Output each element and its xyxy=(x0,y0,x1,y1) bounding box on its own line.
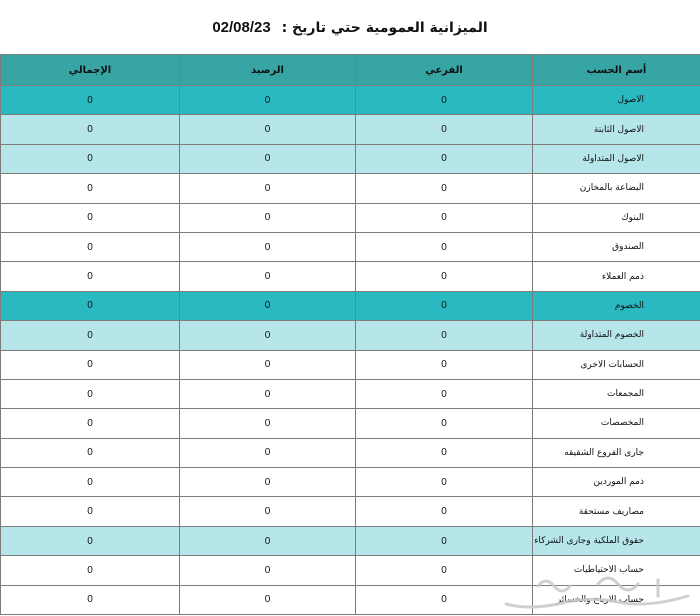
account-name-cell: الاصول الثابتة xyxy=(533,115,700,144)
balance-value-cell: 0 xyxy=(180,291,356,320)
balance-value-cell: 0 xyxy=(180,497,356,526)
column-header-account-name: أسم الحسب xyxy=(533,55,700,86)
total-value-cell: 0 xyxy=(1,556,180,585)
account-name-cell: مصاريف مستحقة xyxy=(533,497,700,526)
total-value-cell: 0 xyxy=(1,468,180,497)
total-value-cell: 0 xyxy=(1,321,180,350)
table-header-row xyxy=(1,55,700,86)
table-row xyxy=(1,86,700,115)
account-name-cell: المخصصات xyxy=(533,409,700,438)
table-row xyxy=(1,144,700,173)
balance-value-cell: 0 xyxy=(180,350,356,379)
balance-value-cell: 0 xyxy=(180,232,356,261)
sub-value-cell: 0 xyxy=(356,291,533,320)
sub-value-cell: 0 xyxy=(356,262,533,291)
total-value-cell: 0 xyxy=(1,203,180,232)
account-name-cell: حقوق الملكية وجارى الشركاء xyxy=(533,526,700,555)
balance-value-cell: 0 xyxy=(180,174,356,203)
report-title-bar xyxy=(0,0,700,55)
balance-value-cell: 0 xyxy=(180,321,356,350)
account-name-cell: الخصوم xyxy=(533,291,700,320)
account-name-cell: الاصول xyxy=(533,86,700,115)
sub-value-cell: 0 xyxy=(356,232,533,261)
table-row xyxy=(1,409,700,438)
sub-value-cell: 0 xyxy=(356,144,533,173)
table-row xyxy=(1,556,700,585)
table-row xyxy=(1,174,700,203)
report-title-text: الميزانية العمومية حتي تاريخ : xyxy=(281,19,488,36)
column-header-balance: الرصيد xyxy=(180,55,356,86)
total-value-cell: 0 xyxy=(1,86,180,115)
account-name-cell: حساب الارباح والخسائر xyxy=(533,585,700,614)
sub-value-cell: 0 xyxy=(356,115,533,144)
table-row xyxy=(1,497,700,526)
balance-value-cell: 0 xyxy=(180,144,356,173)
total-value-cell: 0 xyxy=(1,585,180,614)
sub-value-cell: 0 xyxy=(356,409,533,438)
sub-value-cell: 0 xyxy=(356,379,533,408)
account-name-cell: الحسابات الاخرى xyxy=(533,350,700,379)
table-row xyxy=(1,321,700,350)
table-row xyxy=(1,350,700,379)
balance-value-cell: 0 xyxy=(180,585,356,614)
balance-value-cell: 0 xyxy=(180,262,356,291)
total-value-cell: 0 xyxy=(1,379,180,408)
account-name-cell: الخصوم المتداولة xyxy=(533,321,700,350)
column-header-sub: الفرعي xyxy=(356,55,533,86)
balance-value-cell: 0 xyxy=(180,438,356,467)
account-name-cell: جارى الفروع الشقيقه xyxy=(533,438,700,467)
table-row xyxy=(1,438,700,467)
total-value-cell: 0 xyxy=(1,144,180,173)
balance-value-cell: 0 xyxy=(180,115,356,144)
account-name-cell: حساب الاحتياطيات xyxy=(533,556,700,585)
account-name-cell: المجمعات xyxy=(533,379,700,408)
sub-value-cell: 0 xyxy=(356,526,533,555)
total-value-cell: 0 xyxy=(1,291,180,320)
table-row xyxy=(1,585,700,614)
sub-value-cell: 0 xyxy=(356,321,533,350)
column-header-total: الإجمالي xyxy=(1,55,180,86)
balance-sheet-table xyxy=(0,54,700,615)
account-name-cell: البنوك xyxy=(533,203,700,232)
table-row xyxy=(1,262,700,291)
balance-value-cell: 0 xyxy=(180,409,356,438)
balance-value-cell: 0 xyxy=(180,203,356,232)
total-value-cell: 0 xyxy=(1,526,180,555)
sub-value-cell: 0 xyxy=(356,203,533,232)
balance-value-cell: 0 xyxy=(180,468,356,497)
balance-value-cell: 0 xyxy=(180,556,356,585)
report-date: 02/08/23 xyxy=(212,18,271,36)
sub-value-cell: 0 xyxy=(356,86,533,115)
table-row xyxy=(1,115,700,144)
balance-value-cell: 0 xyxy=(180,379,356,408)
total-value-cell: 0 xyxy=(1,350,180,379)
account-name-cell: ذمم العملاء xyxy=(533,262,700,291)
report-title xyxy=(212,19,487,36)
total-value-cell: 0 xyxy=(1,115,180,144)
total-value-cell: 0 xyxy=(1,438,180,467)
sub-value-cell: 0 xyxy=(356,585,533,614)
table-body xyxy=(1,86,700,615)
account-name-cell: الصندوق xyxy=(533,232,700,261)
table-row xyxy=(1,468,700,497)
sub-value-cell: 0 xyxy=(356,174,533,203)
total-value-cell: 0 xyxy=(1,262,180,291)
total-value-cell: 0 xyxy=(1,232,180,261)
table-row xyxy=(1,526,700,555)
table-row xyxy=(1,232,700,261)
table-row xyxy=(1,291,700,320)
sub-value-cell: 0 xyxy=(356,497,533,526)
sub-value-cell: 0 xyxy=(356,438,533,467)
balance-value-cell: 0 xyxy=(180,86,356,115)
sub-value-cell: 0 xyxy=(356,468,533,497)
total-value-cell: 0 xyxy=(1,497,180,526)
total-value-cell: 0 xyxy=(1,409,180,438)
sub-value-cell: 0 xyxy=(356,350,533,379)
total-value-cell: 0 xyxy=(1,174,180,203)
balance-value-cell: 0 xyxy=(180,526,356,555)
sub-value-cell: 0 xyxy=(356,556,533,585)
table-row xyxy=(1,379,700,408)
account-name-cell: ذمم الموردين xyxy=(533,468,700,497)
table-row xyxy=(1,203,700,232)
account-name-cell: البضاعة بالمخازن xyxy=(533,174,700,203)
account-name-cell: الاصول المتداولة xyxy=(533,144,700,173)
